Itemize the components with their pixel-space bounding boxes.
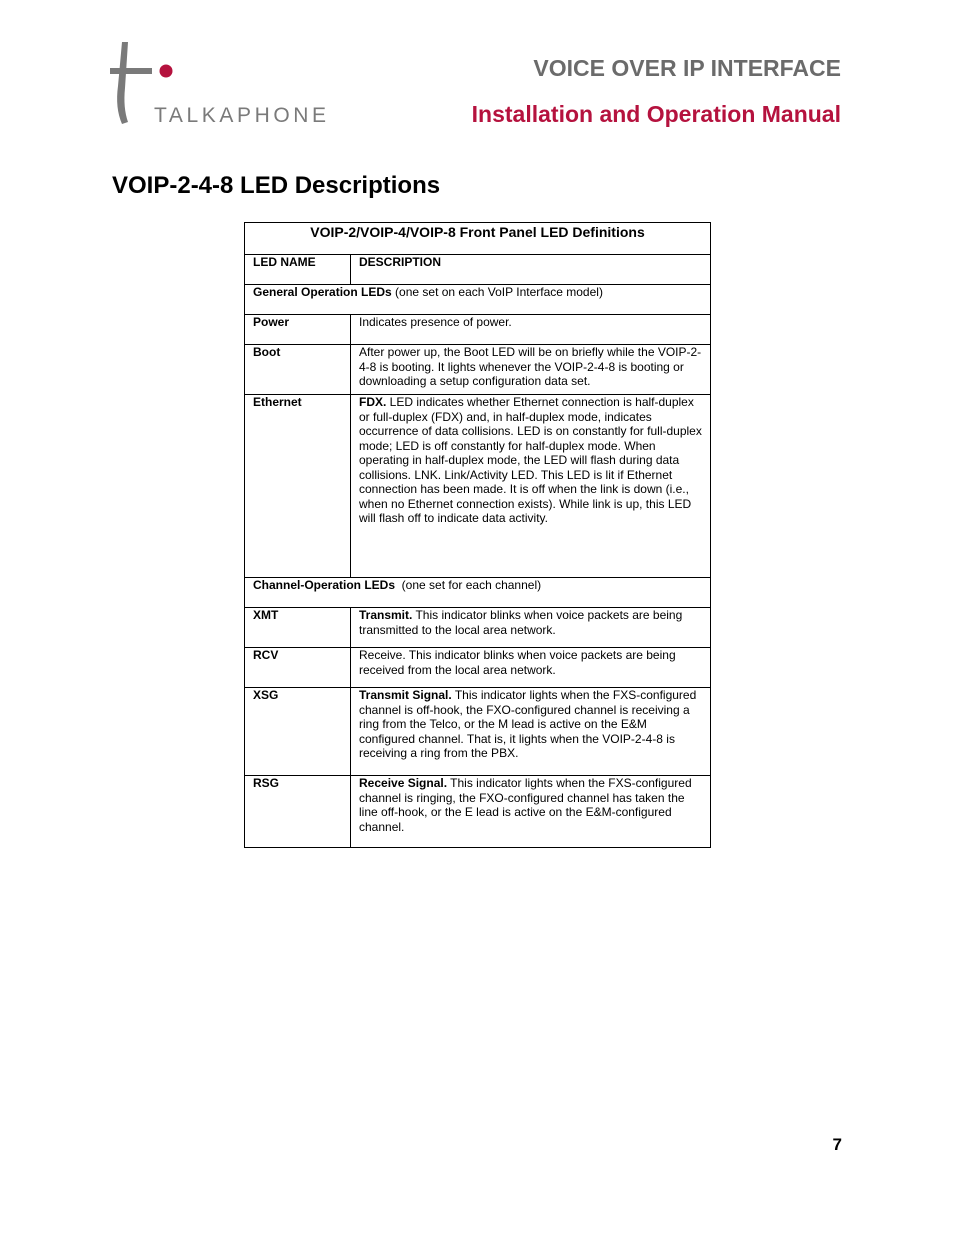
led-description-text: Indicates presence of power. bbox=[359, 315, 512, 329]
table-row bbox=[245, 776, 711, 848]
group-channel-note: (one set for each channel) bbox=[395, 578, 542, 592]
led-description-lead: Transmit Signal. bbox=[359, 688, 452, 702]
header-manual-title: Installation and Operation Manual bbox=[471, 101, 841, 127]
table-caption-row bbox=[245, 223, 711, 255]
section-title: VOIP-2-4-8 LED Descriptions bbox=[112, 172, 441, 199]
page-number: 7 bbox=[832, 1135, 842, 1154]
led-description-lead: Transmit. bbox=[359, 608, 413, 622]
led-description-text: This indicator lights when the FXS-configured channel is ringing, the FXO-configured channel has taken the line off-hook, or the E lead is active on the E&M-configured channel. bbox=[359, 776, 692, 834]
col-header-led-name: LED NAME bbox=[245, 255, 351, 285]
group-general-cell bbox=[245, 285, 711, 315]
group-row-channel bbox=[245, 578, 711, 608]
led-definitions-table bbox=[244, 222, 711, 848]
led-name: XSG bbox=[245, 688, 351, 776]
led-description bbox=[351, 688, 711, 776]
led-description bbox=[351, 345, 711, 395]
table-row bbox=[245, 345, 711, 395]
led-description bbox=[351, 608, 711, 648]
logo-wordmark: TALKAPHONE bbox=[154, 104, 330, 127]
group-general-note: (one set on each VoIP Interface model) bbox=[391, 285, 603, 299]
led-description-text: LED indicates whether Ethernet connection is half-duplex or full-duplex (FDX) and, in half-duplex mode, indicates occurrence of data collisions. LED is on constantly for full-duplex mode; LED is off constantly for half-duplex mode. When operating in half-duplex mode, the LED will flash during data collisions. LNK. Link/Activity LED. This LED is lit if Ethernet connection has been made. It is off when the link is down (i.e., when no Ethernet connection exists). While link is up, this LED will flash off to indicate data activity. bbox=[359, 395, 702, 525]
led-name: XMT bbox=[245, 608, 351, 648]
table-row bbox=[245, 688, 711, 776]
table-row bbox=[245, 648, 711, 688]
table-row bbox=[245, 395, 711, 578]
col-header-description: DESCRIPTION bbox=[351, 255, 711, 285]
led-description-text: This indicator lights when the FXS-configured channel is off-hook, the FXO-configured channel is receiving a ring from the Telco, or the M lead is active on the E&M configured channel. That is, it lights when the VOIP-2-4-8 is receiving a ring from the PBX. bbox=[359, 688, 697, 760]
led-description bbox=[351, 648, 711, 688]
led-name: Power bbox=[245, 315, 351, 345]
led-description bbox=[351, 315, 711, 345]
led-description bbox=[351, 776, 711, 848]
led-name: Boot bbox=[245, 345, 351, 395]
led-description-text: This indicator blinks when voice packets are being transmitted to the local area network. bbox=[359, 608, 683, 637]
table-row bbox=[245, 608, 711, 648]
led-description-lead: Receive Signal. bbox=[359, 776, 448, 790]
table-row bbox=[245, 315, 711, 345]
led-description bbox=[351, 395, 711, 578]
led-description-text: Receive. This indicator blinks when voice packets are being received from the local area network. bbox=[359, 648, 676, 677]
table-header-row bbox=[245, 255, 711, 285]
group-row-general bbox=[245, 285, 711, 315]
led-description-text: After power up, the Boot LED will be on briefly while the VOIP-2-4-8 is booting. It lights whenever the VOIP-2-4-8 is booting or downloading a setup configuration data set. bbox=[359, 345, 702, 388]
group-general-title: General Operation LEDs bbox=[253, 285, 392, 299]
led-name: Ethernet bbox=[245, 395, 351, 578]
group-channel-title: Channel-Operation LEDs bbox=[253, 578, 396, 592]
header-product-title: VOICE OVER IP INTERFACE bbox=[533, 55, 841, 81]
group-channel-cell bbox=[245, 578, 711, 608]
led-name: RCV bbox=[245, 648, 351, 688]
table-caption: VOIP-2/VOIP-4/VOIP-8 Front Panel LED Definitions bbox=[245, 223, 711, 255]
led-name: RSG bbox=[245, 776, 351, 848]
led-description-lead: FDX. bbox=[359, 395, 387, 409]
